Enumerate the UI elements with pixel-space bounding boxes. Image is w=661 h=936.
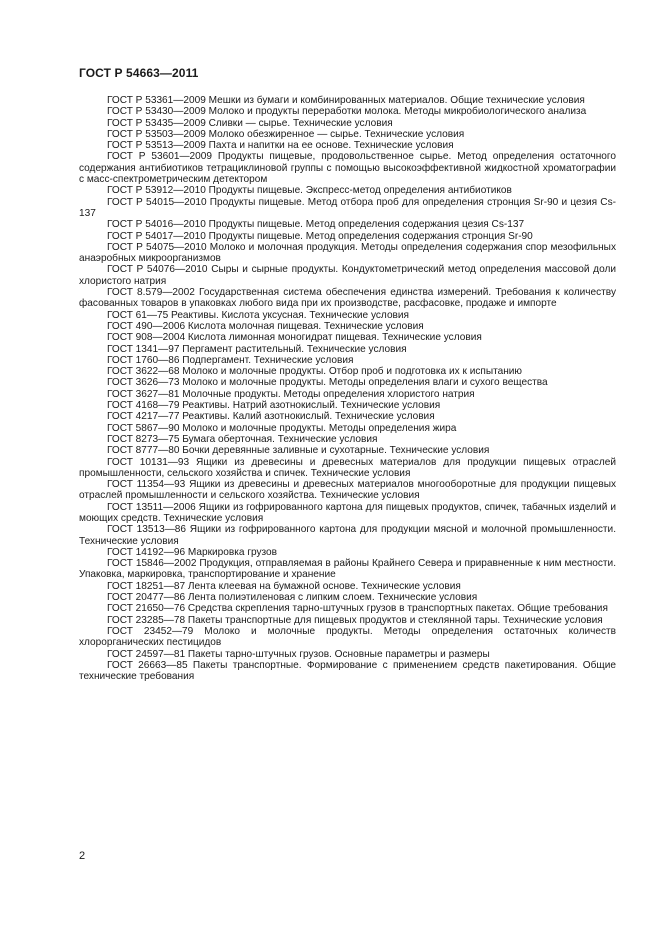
reference-entry: ГОСТ 5867—90 Молоко и молочные продукты. Методы определения жира [107,422,457,434]
reference-entry: ГОСТ 1341—97 Пергамент растительный. Технические условия [107,343,407,355]
reference-entry: ГОСТ 3626—73 Молоко и молочные продукты. Методы определения влаги и сухого вещества [107,377,548,389]
reference-entry: ГОСТ 23285—78 Пакеты транспортные для пищевых продуктов и стеклянной тары. Технические условия [107,614,603,626]
reference-entry: ГОСТ 8273—75 Бумага оберточная. Технические условия [107,433,378,445]
reference-entry: ГОСТ 4217—77 Реактивы. Калий азотнокислый. Технические условия [107,411,435,423]
reference-entry: ГОСТ Р 54076—2010 Сыры и сырные продукты. Кондуктометрический метод определения массовой доли хлористого натрия [79,264,616,287]
reference-entry: ГОСТ 4168—79 Реактивы. Натрий азотнокислый. Технические условия [107,400,441,412]
reference-entry: ГОСТ Р 53503—2009 Молоко обезжиренное — сырье. Технические условия [107,128,465,140]
reference-entry: ГОСТ 15846—2002 Продукция, отправляемая в районы Крайнего Севера и приравненные к ним местности. Упаковка, маркировка, транспортирование и хранение [79,558,616,581]
reference-entry: ГОСТ 18251—87 Лента клеевая на бумажной основе. Технические условия [107,580,461,592]
page-number: 2 [79,850,86,862]
reference-entry: ГОСТ 11354—93 Ящики из древесины и древесных материалов многооборотные для продукции пищевых отраслей промышленности и сельского хозяйства. Технические условия [79,479,616,502]
reference-entry: ГОСТ Р 53513—2009 Пахта и напитки на ее основе. Технические условия [107,140,454,152]
reference-entry: ГОСТ 8.579—2002 Государственная система обеспечения единства измерений. Требования к количеству фасованных товаров в упаковках любого вида при их производстве, расфасовке, продаже и импорте [79,287,616,310]
reference-entry: ГОСТ 3622—68 Молоко и молочные продукты. Отбор проб и подготовка их к испытанию [107,366,523,378]
reference-entry: ГОСТ 908—2004 Кислота лимонная моногидрат пищевая. Технические условия [107,332,482,344]
reference-entry: ГОСТ Р 53435—2009 Сливки — сырье. Технические условия [107,117,393,129]
reference-entry: ГОСТ 1760—86 Подпергамент. Технические условия [107,354,354,366]
reference-entry: ГОСТ 10131—93 Ящики из древесины и древесных материалов для продукции пищевых отраслей промышленности, сельского хозяйства и спичек. Технические условия [79,456,616,479]
reference-entry: ГОСТ 23452—79 Молоко и молочные продукты. Методы определения остаточных количеств хлорорганических пестицидов [79,625,616,649]
reference-entry: ГОСТ 490—2006 Кислота молочная пищевая. Технические условия [107,320,424,332]
reference-entry: ГОСТ 13513—86 Ящики из гофрированного картона для продукции мясной и молочной промышленности. Технические условия [79,524,616,547]
reference-entry: ГОСТ Р 54075—2010 Молоко и молочная продукция. Методы определения содержания спор мезофильных анаэробных микроорганизмов [79,241,616,265]
reference-entry: ГОСТ 21650—76 Средства скрепления тарно-штучных грузов в транспортных пакетах. Общие требования [107,603,608,615]
reference-entry: ГОСТ Р 53601—2009 Продукты пищевые, продовольственное сырье. Метод определения остаточного содержания антибиотиков тетрациклиновой группы с помощью высокоэффективной жидкостной хроматографии с масс-спектрометрическим детектором [79,151,616,186]
reference-entry: ГОСТ 26663—85 Пакеты транспортные. Формирование с применением средств пакетирования. Общие технические требования [79,659,616,683]
reference-entry: ГОСТ Р 53361—2009 Мешки из бумаги и комбинированных материалов. Общие технические условия [107,95,585,106]
reference-entry: ГОСТ 3627—81 Молочные продукты. Методы определения хлористого натрия [107,388,475,400]
reference-entry: ГОСТ 61—75 Реактивы. Кислота уксусная. Технические условия [107,309,410,321]
reference-entry: ГОСТ 20477—86 Лента полиэтиленовая с липким слоем. Технические условия [107,592,478,604]
reference-entry: ГОСТ 14192—96 Маркировка грузов [107,546,278,558]
reference-entry: ГОСТ Р 53430—2009 Молоко и продукты переработки молока. Методы микробиологического анализа [107,106,587,118]
normative-references-list [79,95,616,682]
reference-entry: ГОСТ Р 54017—2010 Продукты пищевые. Метод определения содержания стронция Sr-90 [107,230,533,242]
reference-entry: ГОСТ 8777—80 Бочки деревянные заливные и сухотарные. Технические условия [107,445,490,457]
reference-entry: ГОСТ Р 53912—2010 Продукты пищевые. Экспресс-метод определения антибиотиков [107,185,512,197]
reference-entry: ГОСТ 24597—81 Пакеты тарно-штучных грузов. Основные параметры и размеры [107,648,490,660]
reference-entry: ГОСТ Р 54016—2010 Продукты пищевые. Метод определения содержания цезия Cs-137 [107,219,525,231]
reference-entry: ГОСТ 13511—2006 Ящики из гофрированного картона для пищевых продуктов, спичек, табачных изделий и моющих средств. Технические условия [79,501,616,524]
document-header: ГОСТ Р 54663—2011 [79,66,199,80]
reference-entry: ГОСТ Р 54015—2010 Продукты пищевые. Метод отбора проб для определения стронция Sr-90 и цезия Cs-137 [79,196,616,219]
